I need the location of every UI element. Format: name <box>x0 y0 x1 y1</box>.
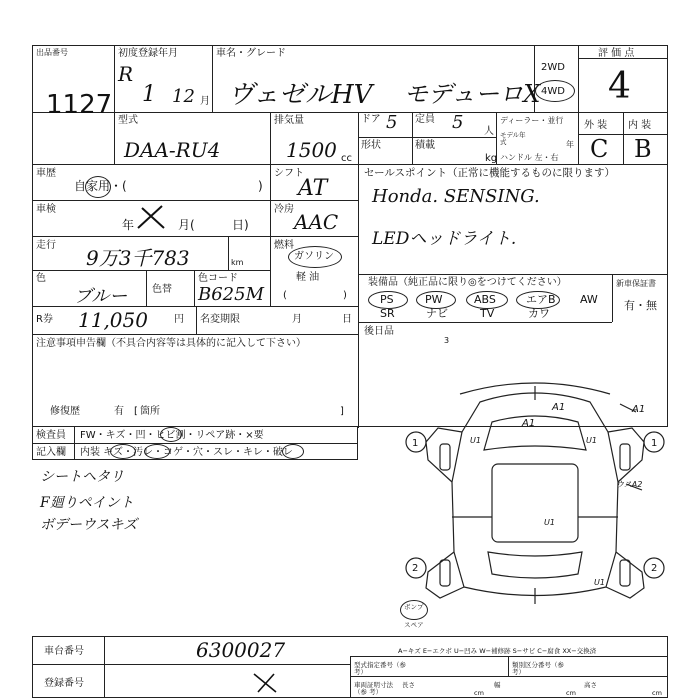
equip-ps: PS <box>380 293 394 306</box>
inspector-label: 検査員 <box>36 430 66 441</box>
diagram-spare-note: スペア <box>404 621 424 629</box>
diagram-u1-left: U1 <box>470 436 481 445</box>
r-label: R券 <box>36 314 53 325</box>
diagram-u1-rr: U1 <box>594 578 605 587</box>
color-code: B625M <box>198 284 265 305</box>
stain-circle <box>144 444 170 459</box>
chassis-label: 車台番号 <box>44 646 84 657</box>
mileage: 9万3千783 <box>86 246 190 270</box>
load-label: 積載 <box>415 140 435 151</box>
repair-has: 有 <box>114 406 124 417</box>
diagram-u1-rear: U1 <box>544 518 555 527</box>
month-unit: 月 <box>200 96 210 107</box>
fuel-paren-close: ) <box>343 290 347 301</box>
dealer-label: ディーラー・並行 <box>500 116 564 125</box>
remarks-label: 記入欄 <box>36 447 66 458</box>
history-label: 車歴 <box>36 168 56 179</box>
score: 4 <box>608 66 631 107</box>
remark-3: ボデーウスキズ <box>40 517 138 533</box>
inspector-line: FW・キズ・凹・ヒビ割・リペア跡・×要 <box>80 430 264 441</box>
type-designation-label: 型式指定番号（参 考） <box>354 661 406 676</box>
diagram-a1-top: A1 <box>552 402 566 413</box>
model-year-label: モデル年式 <box>500 131 526 146</box>
chassis-value: 6300027 <box>196 638 286 662</box>
displacement: 1500 <box>286 138 337 162</box>
car-name: ヴェゼルHV <box>228 80 373 110</box>
name-grade-label: 車名・グレード <box>216 48 286 59</box>
capacity: 5 <box>452 112 464 133</box>
diagram-a1-roof: A1 <box>522 418 536 429</box>
yen-unit: 円 <box>174 314 184 325</box>
diagram-a1-right: A1 <box>632 404 646 415</box>
color-change-label: 色替 <box>152 284 172 295</box>
length-cm: cm <box>474 689 484 697</box>
reg-year: 1 <box>142 82 156 107</box>
ac: AAC <box>294 210 339 234</box>
inspection-day-unit: 日) <box>232 218 249 232</box>
handle-label: ハンドル 左・右 <box>500 153 559 162</box>
history-text: 自家用・( <box>74 179 127 193</box>
equip-leather: カワ <box>528 307 550 320</box>
r-value: 11,050 <box>78 308 148 332</box>
sales-point-2: LEDヘッドライト. <box>372 229 517 249</box>
shift: AT <box>298 176 328 201</box>
diagram-circle2-right: 2 <box>651 563 658 574</box>
diagram-circle2-left: 2 <box>412 563 419 574</box>
deadline-day: 日 <box>342 314 352 325</box>
diagram-bumper-note: ボンプ <box>404 603 424 611</box>
width-cm: cm <box>566 689 576 697</box>
color-label: 色 <box>36 273 46 284</box>
era: R <box>118 62 134 86</box>
equip-aw: AW <box>580 293 598 306</box>
fuel-diesel: 軽 油 <box>296 272 320 283</box>
cc-unit: cc <box>341 153 352 164</box>
diagram-circle1-left: 1 <box>412 438 419 449</box>
reg-no-cross-mark <box>252 672 280 694</box>
shift-label: シフト <box>274 168 304 179</box>
warranty-value: 有・無 <box>624 299 657 312</box>
equip-abs: ABS <box>474 293 496 306</box>
scuff-circle <box>282 444 304 459</box>
inspection-label: 車検 <box>36 204 56 215</box>
interior-grade: B <box>634 135 652 163</box>
fuel-paren-open: ( <box>283 290 287 301</box>
equip-navi: ナビ <box>426 307 448 320</box>
diagram-usu-a2: ウスA2 <box>616 480 643 489</box>
length-label: 長さ <box>402 681 415 689</box>
exterior-label: 外 装 <box>584 120 608 131</box>
sales-point-1: Honda. SENSING. <box>372 186 540 207</box>
first-reg-label: 初度登録年月 <box>118 48 178 59</box>
grade: モデューロX <box>404 80 541 108</box>
dent-circle <box>160 427 182 442</box>
capacity-label: 定員 <box>415 114 435 125</box>
width-label: 幅 <box>494 681 501 689</box>
drive-4wd: 4WD <box>541 86 565 97</box>
model-code: DAA-RU4 <box>124 138 221 162</box>
equip-tv: TV <box>480 307 495 320</box>
sales-points-label: セールスポイント（正常に機能するものに限ります） <box>364 167 616 179</box>
mileage-label: 走行 <box>36 240 56 251</box>
doors: 5 <box>386 112 398 133</box>
person-unit: 人 <box>484 126 494 137</box>
diagram-legend: A−キズ E−エクボ U−凹み W−補修跡 S−サビ C−腐食 XX−交換済 <box>398 647 597 655</box>
color-code-label: 色コード <box>198 273 238 284</box>
lot-number: 1127 <box>46 90 113 120</box>
inspection-cross-mark <box>136 204 166 230</box>
year-unit: 年 <box>566 140 574 149</box>
interior-label: 内 装 <box>628 120 652 131</box>
height-label: 高さ <box>584 681 597 689</box>
deadline-month: 月 <box>292 314 302 325</box>
equip-sr: SR <box>380 307 395 320</box>
fuel-gasoline: ガソリン <box>294 251 334 262</box>
lot-label: 出品番号 <box>36 48 68 57</box>
repair-place: 箇所 <box>140 406 160 417</box>
displacement-label: 排気量 <box>274 115 304 126</box>
new-car-warranty-label: 新車保証書 <box>616 279 656 288</box>
shape-label: 形状 <box>361 140 381 151</box>
color: ブルー <box>74 286 128 307</box>
km-unit: km <box>231 258 244 267</box>
equip-pw: PW <box>425 293 443 306</box>
ac-label: 冷房 <box>274 204 294 215</box>
doors-label: ドア <box>361 114 381 125</box>
rear-seat-label: 後日品 <box>364 326 394 337</box>
rear-seat-value: 3 <box>444 336 450 345</box>
equipment-label: 装備品（純正品に限り◎をつけてください） <box>368 277 567 288</box>
inspection-month-unit: 月( <box>178 218 195 232</box>
remark-1: シートヘタリ <box>40 469 124 485</box>
repair-history-label: 修復歴 <box>50 406 80 417</box>
kg-unit: kg <box>485 153 498 164</box>
drive-2wd: 2WD <box>541 62 565 73</box>
height-cm: cm <box>652 689 662 697</box>
category-label: 類別区分番号（参 考） <box>512 661 564 676</box>
scratch-circle <box>110 444 136 459</box>
dims-label: 車両証明寸法（参 考） <box>354 681 393 696</box>
equip-airbag: エアB <box>526 293 556 306</box>
name-deadline-label: 名変期限 <box>200 314 240 325</box>
diagram-circle1-right: 1 <box>651 438 658 449</box>
fuel-label: 燃料 <box>274 240 294 251</box>
remarks-line: 内装 キズ・汚レ・コゲ・穴・スレ・キレ・破レ <box>80 447 293 458</box>
remark-2: F廻りペイント <box>40 495 134 511</box>
exterior-grade: C <box>590 135 609 163</box>
history-close: ) <box>258 179 263 193</box>
diagram-u1-mid: U1 <box>586 436 597 445</box>
reg-month: 12 <box>172 86 195 107</box>
score-label: 評 価 点 <box>598 48 635 59</box>
reg-no-label: 登録番号 <box>44 678 84 689</box>
model-label: 型式 <box>118 115 138 126</box>
inspection-year-unit: 年 <box>122 218 135 232</box>
caution-label: 注意事項申告欄（不具合内容等は具体的に記入して下さい） <box>36 338 306 349</box>
